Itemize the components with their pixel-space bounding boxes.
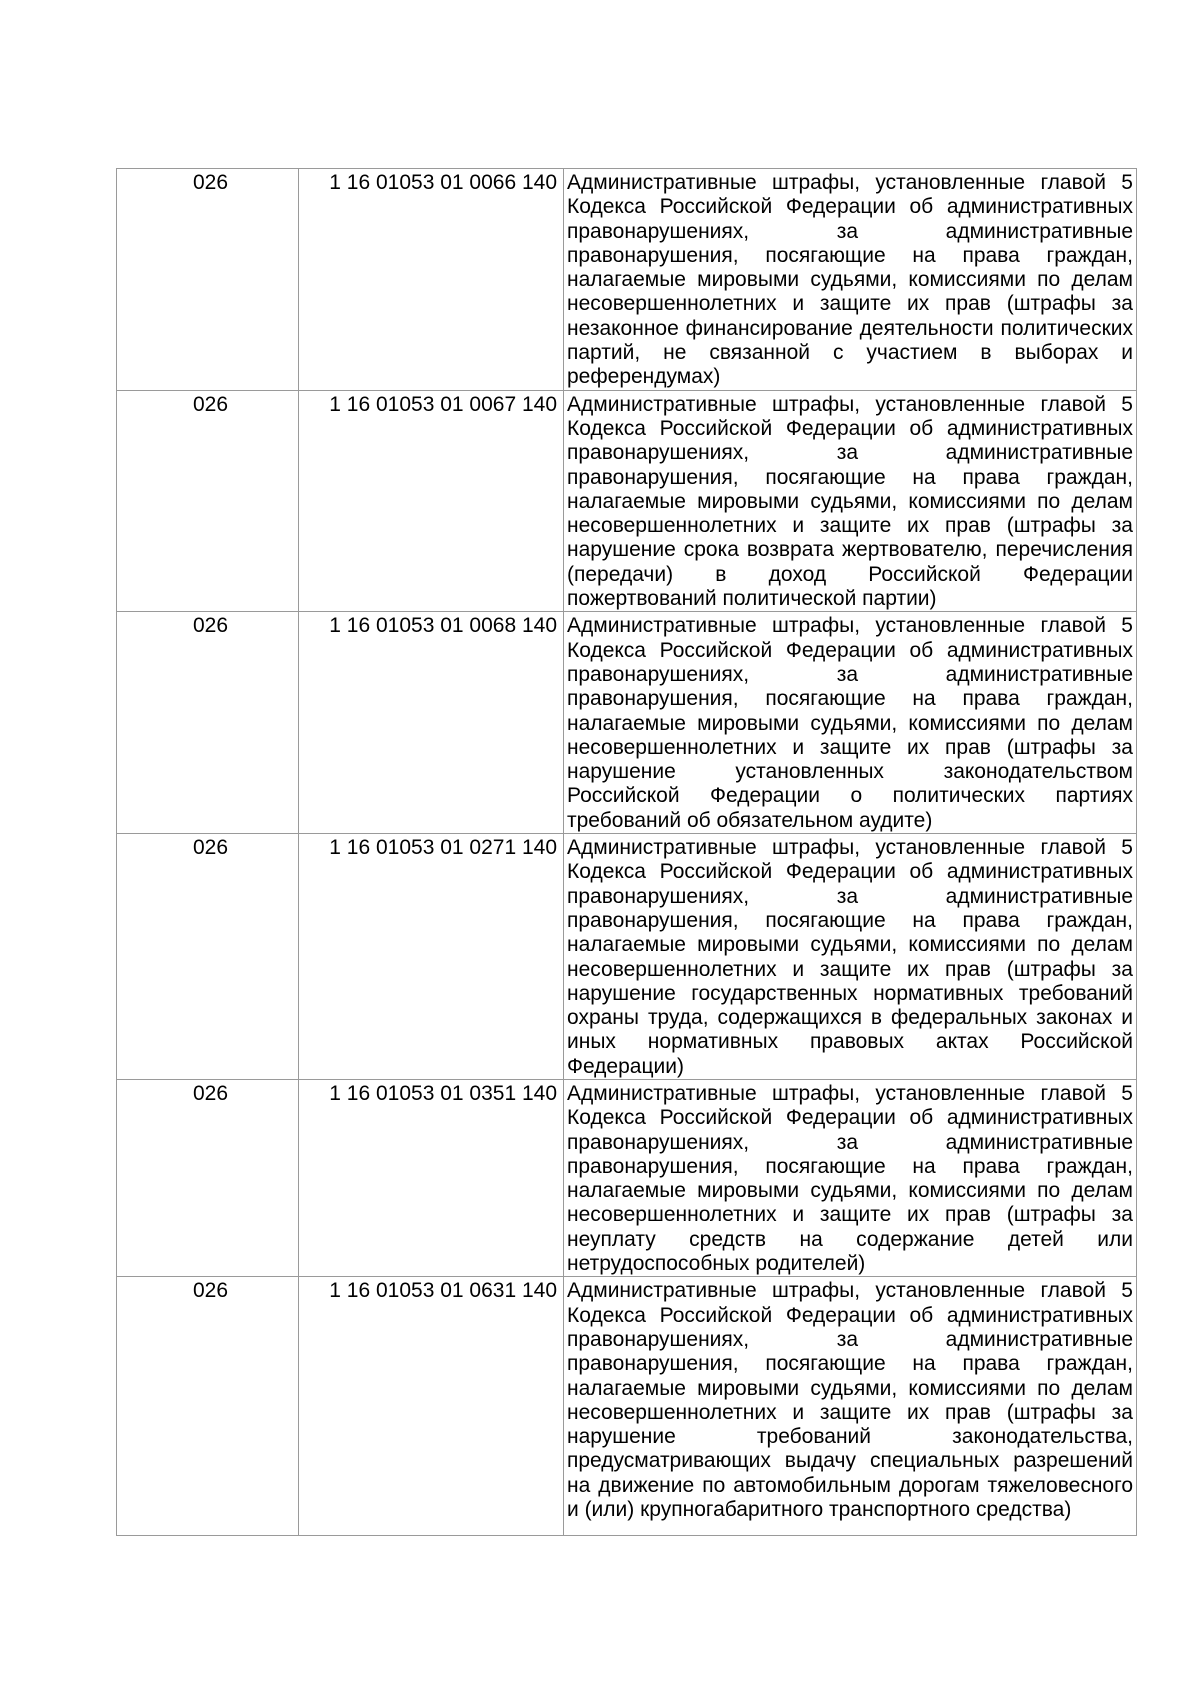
description-text: Административные штрафы, установленные главой 5 Кодекса Российской Федерации об административных правонарушениях, за административные правонарушения, посягающие на права граждан, налагаемые мировыми судьями, комиссиями по делам несовершеннолетних и защите их прав (штрафы за нарушение государственных нормативных требований охраны труда, содержащихся в федеральных законах и иных нормативных правовых актах Российской Федерации) bbox=[567, 836, 1133, 1078]
description-cell bbox=[564, 169, 1137, 391]
admin-code-cell: 026 bbox=[117, 1277, 299, 1536]
description-cell bbox=[564, 834, 1137, 1080]
description-text: Административные штрафы, установленные главой 5 Кодекса Российской Федерации об административных правонарушениях, за административные правонарушения, посягающие на права граждан, налагаемые мировыми судьями, комиссиями по делам несовершеннолетних и защите их прав (штрафы за нарушение установленных законодательством Российской Федерации о политических партиях требований об обязательном аудите) bbox=[567, 614, 1133, 832]
table-row bbox=[117, 1079, 1137, 1276]
description-text: Административные штрафы, установленные главой 5 Кодекса Российской Федерации об административных правонарушениях, за административные правонарушения, посягающие на права граждан, налагаемые мировыми судьями, комиссиями по делам несовершеннолетних и защите их прав (штрафы за неуплату средств на содержание детей или нетрудоспособных родителей) bbox=[567, 1081, 1133, 1276]
admin-code-cell: 026 bbox=[117, 612, 299, 834]
description-cell bbox=[564, 1277, 1137, 1536]
table-row bbox=[117, 1277, 1137, 1536]
table-row bbox=[117, 390, 1137, 612]
revenue-codes-table bbox=[116, 168, 1137, 1536]
admin-code-cell: 026 bbox=[117, 834, 299, 1080]
table-row bbox=[117, 834, 1137, 1080]
description-text: Административные штрафы, установленные главой 5 Кодекса Российской Федерации об административных правонарушениях, за административные правонарушения, посягающие на права граждан, налагаемые мировыми судьями, комиссиями по делам несовершеннолетних и защите их прав (штрафы за незаконное финансирование деятельности политических партий, не связанной с участием в выборах и референдумах) bbox=[567, 171, 1133, 389]
description-text: Административные штрафы, установленные главой 5 Кодекса Российской Федерации об административных правонарушениях, за административные правонарушения, посягающие на права граждан, налагаемые мировыми судьями, комиссиями по делам несовершеннолетних и защите их прав (штрафы за нарушение требований законодательства, предусматривающих выдачу специальных разрешений на движение по автомобильным дорогам тяжеловесного и (или) крупногабаритного транспортного средства) bbox=[567, 1279, 1133, 1522]
admin-code-cell: 026 bbox=[117, 169, 299, 391]
table-row bbox=[117, 169, 1137, 391]
admin-code-cell: 026 bbox=[117, 390, 299, 612]
kbk-code-cell: 1 16 01053 01 0068 140 bbox=[299, 612, 564, 834]
description-cell bbox=[564, 1079, 1137, 1276]
description-text: Административные штрафы, установленные главой 5 Кодекса Российской Федерации об административных правонарушениях, за административные правонарушения, посягающие на права граждан, налагаемые мировыми судьями, комиссиями по делам несовершеннолетних и защите их прав (штрафы за нарушение срока возврата жертвователю, перечисления (передачи) в доход Российской Федерации пожертвований политической партии) bbox=[567, 392, 1133, 611]
admin-code-cell: 026 bbox=[117, 1079, 299, 1276]
description-cell bbox=[564, 612, 1137, 834]
table-row bbox=[117, 612, 1137, 834]
kbk-code-cell: 1 16 01053 01 0351 140 bbox=[299, 1079, 564, 1276]
kbk-code-cell: 1 16 01053 01 0066 140 bbox=[299, 169, 564, 391]
description-cell bbox=[564, 390, 1137, 612]
kbk-code-cell: 1 16 01053 01 0271 140 bbox=[299, 834, 564, 1080]
kbk-code-cell: 1 16 01053 01 0631 140 bbox=[299, 1277, 564, 1536]
kbk-code-cell: 1 16 01053 01 0067 140 bbox=[299, 390, 564, 612]
